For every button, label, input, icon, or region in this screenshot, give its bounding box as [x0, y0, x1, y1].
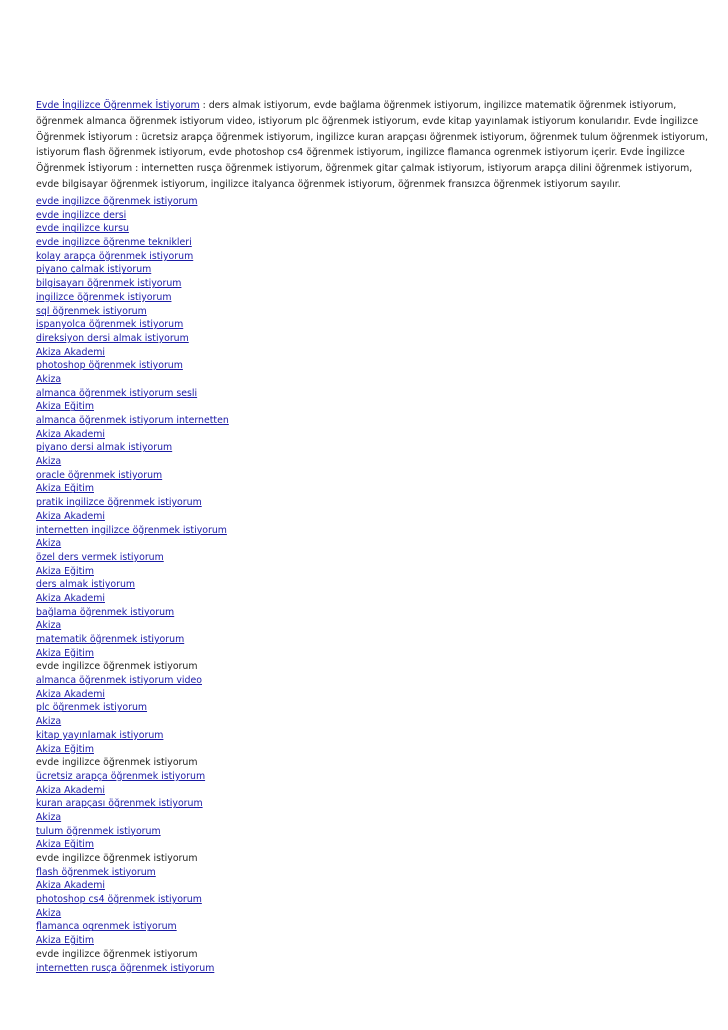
list-item [36, 784, 716, 798]
list-item [36, 387, 716, 401]
intro-title-link[interactable]: Evde İngilizce Öğrenmek İstiyorum [36, 100, 200, 111]
keyword-link[interactable]: almanca öğrenmek istiyorum video [36, 675, 202, 687]
list-item [36, 770, 716, 784]
list-item [36, 482, 716, 496]
keyword-link[interactable]: Akiza Eğitim [36, 839, 94, 851]
keyword-link[interactable]: flash öğrenmek istiyorum [36, 866, 156, 878]
list-item [36, 797, 716, 811]
list-item [36, 346, 716, 360]
list-item [36, 332, 716, 346]
keyword-link[interactable]: flamanca ogrenmek istiyorum [36, 921, 177, 933]
list-item [36, 920, 716, 934]
keyword-link[interactable]: pratik ingilizce öğrenmek istiyorum [36, 497, 202, 509]
list-item [36, 729, 716, 743]
list-item [36, 619, 716, 633]
list-item [36, 551, 716, 565]
keyword-link[interactable]: Akiza [36, 456, 62, 468]
list-item [36, 674, 716, 688]
list-item [36, 825, 716, 839]
keyword-link[interactable]: bilgisayarı öğrenmek istiyorum [36, 278, 182, 290]
keyword-text: evde ingilizce öğrenmek istiyorum [36, 661, 198, 673]
list-item [36, 263, 716, 277]
list-item [36, 578, 716, 592]
keyword-link[interactable]: Akiza Akademi [36, 784, 105, 796]
keyword-link[interactable]: kolay arapça öğrenmek istiyorum [36, 250, 194, 262]
keyword-text: evde ingilizce öğrenmek istiyorum [36, 757, 198, 769]
list-item [36, 879, 716, 893]
keyword-link[interactable]: Akiza Akademi [36, 880, 105, 892]
list-item [36, 756, 716, 770]
list-item [36, 359, 716, 373]
keyword-link[interactable]: evde ingilizce dersi [36, 209, 127, 221]
list-item [36, 565, 716, 579]
list-item [36, 524, 716, 538]
list-item [36, 195, 716, 209]
keyword-link[interactable]: internetten ingilizce öğrenmek istiyorum [36, 524, 227, 536]
keyword-link[interactable]: sql öğrenmek istiyorum [36, 305, 147, 317]
keyword-link[interactable]: matematik öğrenmek istiyorum [36, 634, 185, 645]
list-item [36, 701, 716, 715]
keyword-text: evde ingilizce öğrenmek istiyorum [36, 948, 198, 960]
list-item [36, 606, 716, 620]
list-item [36, 852, 716, 866]
list-item [36, 907, 716, 921]
keyword-link[interactable]: Akiza [36, 538, 62, 550]
list-item [36, 688, 716, 702]
list-item [36, 455, 716, 469]
list-item [36, 496, 716, 510]
intro-body-text: : ders almak istiyorum, evde bağlama öğrenmek istiyorum, ingilizce matematik öğrenmek istiyorum, öğrenmek almanca öğrenmek istiyorum video, istiyorum plc öğrenmek istiyorum, evde kitap yayınlamak istiyorum konularıdır. Evde İngilizce Öğrenmek İstiyorum : ücretsiz arapça öğrenmek istiyorum, ingilizce kuran arapçası öğrenmek istiyorum, öğrenmek tulum öğrenmek istiyorum, istiyorum flash öğrenmek istiyorum, evde photoshop cs4 öğrenmek istiyorum, ingilizce flamanca ogrenmek istiyorum içerir. Evde İngilizce Öğrenmek İstiyorum : internetten rusça öğrenmek istiyorum, öğrenmek gitar çalmak istiyorum, istiyorum arapça dilini öğrenmek istiyorum, evde bilgisayar öğrenmek istiyorum, ingilizce italyanca öğrenmek istiyorum, öğrenmek fransızca öğrenmek istiyorum sayılır. [36, 100, 708, 190]
keyword-link[interactable]: Akiza [36, 907, 62, 919]
keyword-link[interactable]: Akiza Akademi [36, 592, 105, 604]
keyword-link[interactable]: evde ingilizce kursu [36, 223, 129, 235]
keyword-link[interactable]: Akiza [36, 620, 62, 632]
list-item [36, 318, 716, 332]
list-item [36, 400, 716, 414]
keyword-link[interactable]: Akiza Akademi [36, 428, 105, 440]
keyword-link[interactable]: ücretsiz arapça öğrenmek istiyorum [36, 770, 206, 782]
list-item [36, 250, 716, 264]
keyword-link[interactable]: almanca öğrenmek istiyorum sesli [36, 387, 198, 399]
keyword-link[interactable]: piyano çalmak istiyorum [36, 264, 152, 276]
keyword-link[interactable]: Akiza [36, 716, 62, 728]
list-item [36, 962, 716, 976]
list-item [36, 510, 716, 524]
keyword-link-list [36, 195, 716, 975]
list-item [36, 811, 716, 825]
keyword-link[interactable]: Akiza Akademi [36, 346, 105, 358]
keyword-link[interactable]: photoshop öğrenmek istiyorum [36, 360, 183, 372]
keyword-link[interactable]: kitap yayınlamak istiyorum [36, 729, 164, 741]
list-item [36, 660, 716, 674]
list-item [36, 291, 716, 305]
keyword-link[interactable]: ders almak istiyorum [36, 579, 136, 591]
keyword-link[interactable]: evde ingilizce öğrenmek istiyorum [36, 196, 198, 207]
list-item [36, 715, 716, 729]
list-item [36, 441, 716, 455]
list-item [36, 743, 716, 757]
list-item [36, 373, 716, 387]
keyword-link[interactable]: Akiza Eğitim [36, 647, 94, 659]
keyword-link[interactable]: ispanyolca öğrenmek istiyorum [36, 319, 184, 331]
keyword-link[interactable]: Akiza [36, 373, 62, 385]
keyword-link[interactable]: direksiyon dersi almak istiyorum [36, 332, 189, 344]
list-item [36, 934, 716, 948]
list-item [36, 222, 716, 236]
list-item [36, 633, 716, 647]
list-item [36, 647, 716, 661]
list-item [36, 236, 716, 250]
list-item [36, 838, 716, 852]
intro-paragraph [36, 98, 716, 193]
list-item [36, 537, 716, 551]
keyword-link[interactable]: Akiza Eğitim [36, 565, 94, 577]
keyword-link[interactable]: kuran arapçası öğrenmek istiyorum [36, 798, 203, 810]
list-item [36, 305, 716, 319]
keyword-link[interactable]: Akiza Eğitim [36, 935, 94, 947]
list-item [36, 893, 716, 907]
keyword-link[interactable]: photoshop cs4 öğrenmek istiyorum [36, 894, 202, 906]
keyword-link[interactable]: Akiza Eğitim [36, 743, 94, 755]
keyword-link[interactable]: piyano dersi almak istiyorum [36, 442, 173, 454]
keyword-link[interactable]: Akiza Akademi [36, 688, 105, 700]
keyword-link[interactable]: özel ders vermek istiyorum [36, 551, 164, 563]
keyword-link[interactable]: evde ingilizce öğrenme teknikleri [36, 237, 192, 249]
list-item [36, 414, 716, 428]
list-item [36, 209, 716, 223]
keyword-link[interactable]: Akiza [36, 811, 62, 823]
keyword-link[interactable]: almanca öğrenmek istiyorum internetten [36, 415, 229, 426]
list-item [36, 428, 716, 442]
keyword-link[interactable]: plc öğrenmek istiyorum [36, 702, 148, 714]
keyword-link[interactable]: Akiza Eğitim [36, 401, 94, 413]
list-item [36, 866, 716, 880]
keyword-link[interactable]: tulum öğrenmek istiyorum [36, 825, 161, 837]
keyword-link[interactable]: bağlama öğrenmek istiyorum [36, 606, 175, 618]
list-item [36, 948, 716, 962]
list-item [36, 277, 716, 291]
list-item [36, 592, 716, 606]
keyword-link[interactable]: Akiza Eğitim [36, 483, 94, 495]
keyword-text: evde ingilizce öğrenmek istiyorum [36, 853, 198, 864]
keyword-link[interactable]: internetten rusça öğrenmek istiyorum [36, 962, 215, 974]
keyword-link[interactable]: Akiza Akademi [36, 510, 105, 522]
keyword-link[interactable]: oracle öğrenmek istiyorum [36, 469, 163, 481]
keyword-link[interactable]: ingilizce öğrenmek istiyorum [36, 291, 172, 303]
list-item [36, 469, 716, 483]
